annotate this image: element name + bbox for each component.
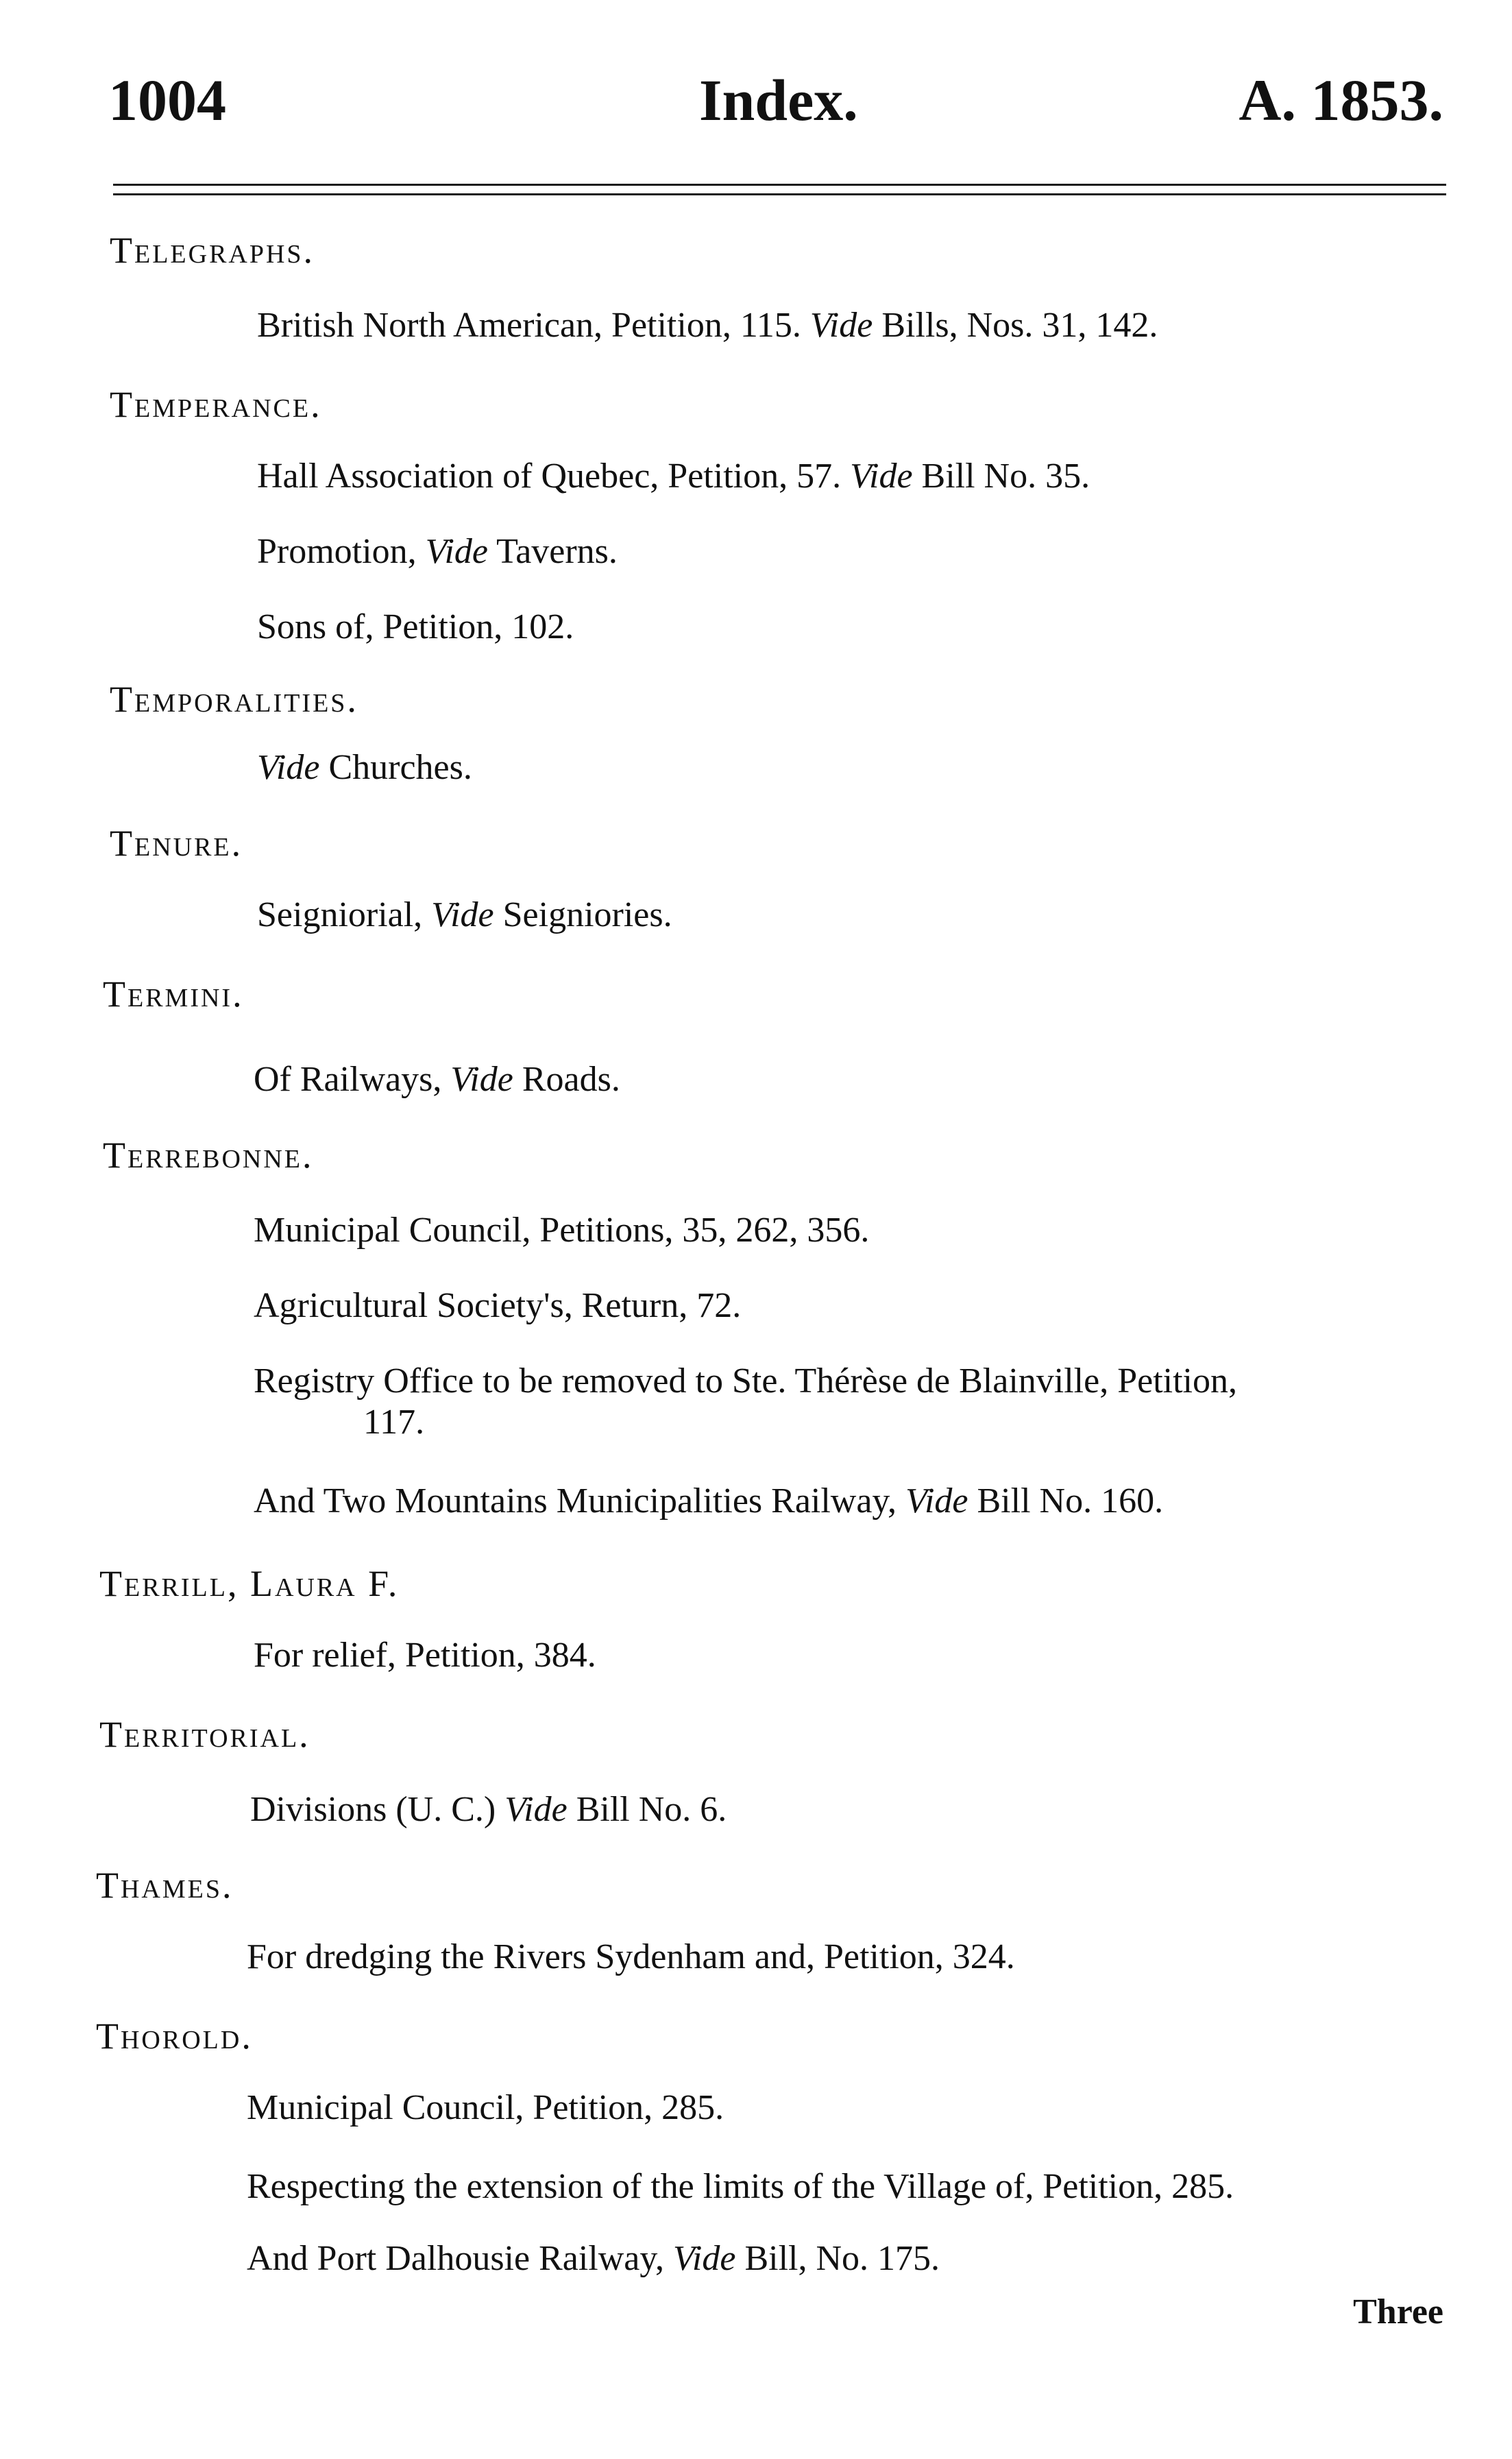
entry-reference-target: Churches. xyxy=(319,748,472,787)
entry-reference-target: Bills, Nos. 31, 142. xyxy=(873,306,1158,345)
vide-reference: Vide xyxy=(450,1060,513,1099)
entry-text: Municipal Council, Petitions, 35, 262, 356. xyxy=(254,1211,870,1250)
index-heading: Temporalities. xyxy=(110,679,358,720)
entry-text: Sons of, Petition, 102. xyxy=(257,607,574,646)
vide-reference: Vide xyxy=(905,1481,968,1521)
entry-text: Registry Office to be removed to Ste. Thérèse de Blainville, Petition, xyxy=(254,1361,1237,1401)
catchword: Three xyxy=(1353,2292,1443,2331)
header-rule-top xyxy=(113,184,1446,186)
entry-text: Divisions (U. C.) xyxy=(250,1790,505,1829)
entry-continuation: 117. xyxy=(363,1403,425,1442)
index-entry xyxy=(250,1789,727,1830)
index-entry xyxy=(254,1635,596,1676)
entry-text: For relief, Petition, 384. xyxy=(254,1636,596,1675)
index-entry xyxy=(254,1361,1446,1443)
index-entry xyxy=(257,305,1158,346)
vide-reference: Vide xyxy=(504,1790,568,1829)
entry-text: And Two Mountains Municipalities Railway, xyxy=(254,1481,906,1521)
vide-reference: Vide xyxy=(850,457,913,496)
index-heading: Territorial. xyxy=(99,1714,310,1755)
page-number: 1004 xyxy=(108,67,226,133)
index-entry xyxy=(254,1059,620,1100)
entry-reference-target: Seigniories. xyxy=(493,895,672,934)
entry-reference-target: Bill, No. 175. xyxy=(735,2239,940,2278)
entry-reference-target: Taverns. xyxy=(488,532,618,571)
index-entry xyxy=(254,1210,869,1251)
index-heading: Terrebonne. xyxy=(103,1135,314,1176)
index-entry xyxy=(257,456,1090,497)
entry-text: Promotion, xyxy=(257,532,426,571)
index-entry xyxy=(247,2087,724,2129)
index-entry xyxy=(247,1937,1015,1978)
entry-reference-target: Bill No. 35. xyxy=(912,457,1090,496)
index-entry xyxy=(247,2238,940,2279)
entry-reference-target: Roads. xyxy=(513,1060,620,1099)
header-rule-bottom xyxy=(113,193,1446,195)
entry-text: British North American, Petition, 115. xyxy=(257,306,810,345)
entry-text: Seigniorial, xyxy=(257,895,432,934)
entry-reference-target: Bill No. 6. xyxy=(567,1790,727,1829)
index-heading: Temperance. xyxy=(110,384,322,425)
vide-reference: Vide xyxy=(809,306,873,345)
index-heading: Thames. xyxy=(96,1865,234,1906)
entry-text: Respecting the extension of the limits of the Village of, Petition, 285. xyxy=(247,2167,1234,2206)
entry-text: Hall Association of Quebec, Petition, 57. xyxy=(257,457,851,496)
index-heading: Terrill, Laura F. xyxy=(99,1563,400,1604)
vide-reference: Vide xyxy=(431,895,494,934)
index-entry xyxy=(254,1285,741,1327)
index-entry xyxy=(257,607,574,648)
entry-text: And Port Dalhousie Railway, xyxy=(247,2239,673,2278)
page-year: A. 1853. xyxy=(1239,67,1443,133)
vide-reference: Vide xyxy=(257,748,320,787)
entry-text: Municipal Council, Petition, 285. xyxy=(247,2088,724,2127)
index-heading: Telegraphs. xyxy=(110,230,315,271)
index-heading: Termini. xyxy=(103,973,244,1015)
page-title: Index. xyxy=(699,67,858,133)
entry-reference-target: Bill No. 160. xyxy=(968,1481,1164,1521)
vide-reference: Vide xyxy=(673,2239,736,2278)
entry-text: Of Railways, xyxy=(254,1060,451,1099)
vide-reference: Vide xyxy=(425,532,489,571)
index-heading: Thorold. xyxy=(96,2015,253,2057)
index-entry xyxy=(257,531,618,572)
index-entry xyxy=(257,895,672,936)
index-heading: Tenure. xyxy=(110,823,243,864)
entry-text: Agricultural Society's, Return, 72. xyxy=(254,1286,742,1325)
index-entry xyxy=(254,1481,1163,1522)
page-header xyxy=(0,0,1512,206)
index-entry xyxy=(257,747,472,788)
entry-text: For dredging the Rivers Sydenham and, Petition, 324. xyxy=(247,1937,1015,1976)
index-entry xyxy=(247,2166,1234,2207)
